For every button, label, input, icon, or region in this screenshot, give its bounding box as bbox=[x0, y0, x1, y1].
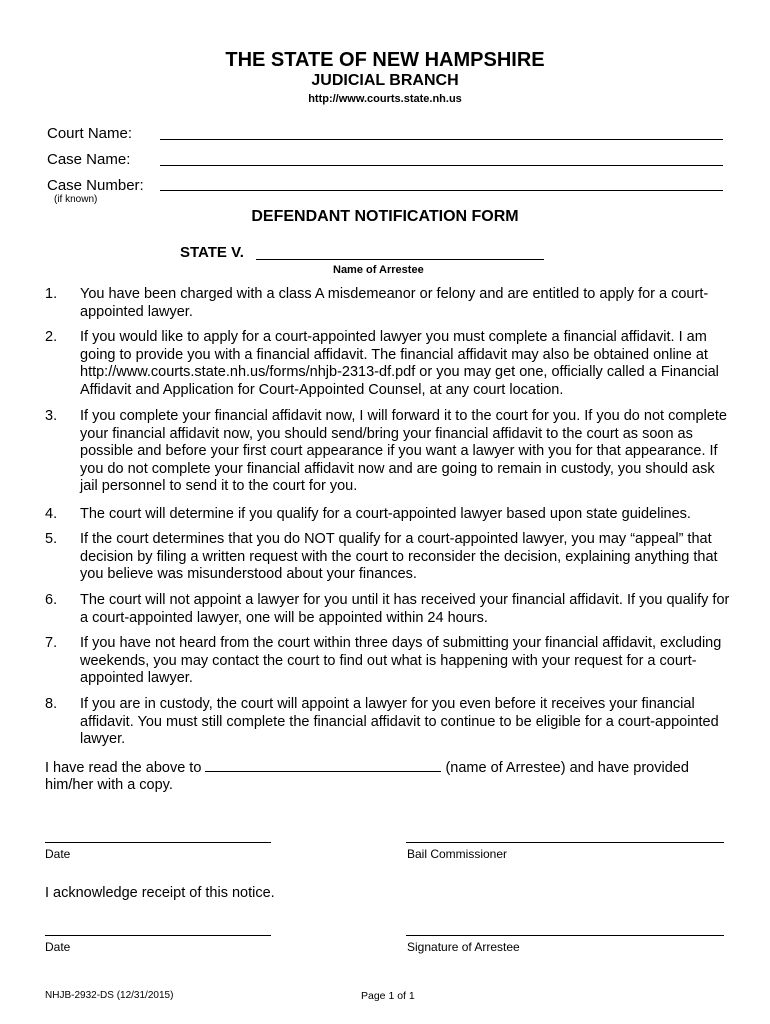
case-number-field[interactable] bbox=[160, 190, 723, 191]
document-title: THE STATE OF NEW HAMPSHIRE bbox=[225, 49, 545, 71]
item-text: If you are in custody, the court will appoint a lawyer for you even before it receives your financial affidavit. You must still complete the financial affidavit to continue to be eligible for a court-appointed lawyer. bbox=[80, 696, 719, 747]
item-number: 3. bbox=[45, 408, 58, 424]
if-known-note: (if known) bbox=[54, 194, 98, 205]
case-number-label: Case Number: bbox=[47, 177, 144, 194]
date-field[interactable] bbox=[45, 935, 271, 936]
item-text: If you complete your financial affidavit now, I will forward it to the court for you. If you do not complete your financial affidavit now, you should send/bring your financial affidavit to the court as soon as possible and before your first court appearance if you want a lawyer with you for that appearance. If you do not complete your financial affidavit now and are going to remain in custody, you should ask jail personnel to send it to the court for you. bbox=[80, 408, 727, 494]
item-number: 2. bbox=[45, 329, 58, 345]
court-name-field[interactable] bbox=[160, 139, 723, 140]
case-name-field[interactable] bbox=[160, 165, 723, 166]
item-number: 4. bbox=[45, 506, 58, 522]
arrestee-name-caption: Name of Arrestee bbox=[333, 264, 424, 276]
statement-part2: (name of Arrestee) and have provided bbox=[445, 760, 689, 776]
date-label: Date bbox=[45, 940, 71, 954]
date-field[interactable] bbox=[45, 842, 271, 843]
acknowledge-text: I acknowledge receipt of this notice. bbox=[45, 885, 275, 901]
read-statement bbox=[45, 759, 735, 778]
item-number: 1. bbox=[45, 286, 58, 302]
bail-commissioner-signature-field[interactable] bbox=[406, 842, 724, 843]
item-text: The court will determine if you qualify for a court-appointed lawyer based upon state guidelines. bbox=[80, 506, 691, 522]
arrestee-name-inline-field[interactable] bbox=[205, 759, 441, 772]
item-text: If the court determines that you do NOT qualify for a court-appointed lawyer, you may “appeal” that decision by filing a written request with the court to reconsider the decision, explaining anything that you believe was misunderstood about your finances. bbox=[80, 531, 718, 582]
date-label: Date bbox=[45, 847, 71, 861]
statement-part1: I have read the above to bbox=[45, 760, 202, 776]
court-url[interactable]: http://www.courts.state.nh.us bbox=[308, 93, 462, 105]
arrestee-signature-field[interactable] bbox=[406, 935, 724, 936]
form-title: DEFENDANT NOTIFICATION FORM bbox=[251, 208, 519, 225]
state-v-label: STATE V. bbox=[180, 244, 244, 261]
item-number: 6. bbox=[45, 592, 58, 608]
item-text: The court will not appoint a lawyer for you until it has received your financial affidavit. If you qualify for a court-appointed lawyer, one will be appointed within 24 hours. bbox=[80, 592, 730, 626]
form-id: NHJB-2932-DS (12/31/2015) bbox=[45, 990, 174, 1001]
item-number: 8. bbox=[45, 696, 58, 712]
item-text: You have been charged with a class A misdemeanor or felony and are entitled to apply for a court-appointed lawyer. bbox=[80, 286, 709, 320]
document-subtitle: JUDICIAL BRANCH bbox=[311, 72, 459, 89]
item-number: 5. bbox=[45, 531, 58, 547]
case-name-label: Case Name: bbox=[47, 151, 131, 168]
arrestee-name-field[interactable] bbox=[256, 259, 544, 260]
item-text: If you would like to apply for a court-appointed lawyer you must complete a financial affidavit. I am going to provide you with a financial affidavit. The financial affidavit may also be obtained online at http://www.courts.state.nh.us/forms/nhjb-2313-df.pdf or you may get one, officially called a Financial Affidavit and Application for Court-Appointed Counsel, at any court location. bbox=[80, 329, 719, 398]
arrestee-signature-label: Signature of Arrestee bbox=[407, 940, 520, 954]
court-name-label: Court Name: bbox=[47, 125, 133, 142]
item-number: 7. bbox=[45, 635, 58, 651]
bail-commissioner-label: Bail Commissioner bbox=[407, 847, 508, 861]
statement-part3: him/her with a copy. bbox=[45, 777, 173, 793]
item-text: If you have not heard from the court within three days of submitting your financial affidavit, excluding weekends, you may contact the court to find out what is happening with your request for a court-appointed lawyer. bbox=[80, 635, 722, 686]
page-number: Page 1 of 1 bbox=[361, 990, 415, 1002]
